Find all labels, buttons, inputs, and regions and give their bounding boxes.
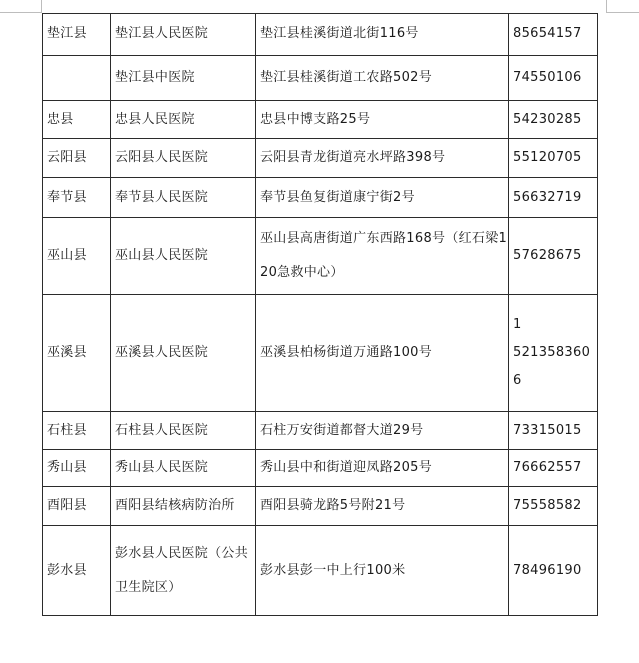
table-row (43, 218, 598, 295)
address-cell: 秀山县中和街道迎凤路205号 (256, 450, 509, 487)
county-cell: 秀山县 (43, 450, 111, 487)
phone-cell: 57628675 (509, 218, 598, 295)
phone-cell: 76662557 (509, 450, 598, 487)
address-cell: 酉阳县骑龙路5号附21号 (256, 487, 509, 526)
phone-cell: 85654157 (509, 14, 598, 56)
hospital-cell: 巫山县人民医院 (111, 218, 256, 295)
hospital-cell: 奉节县人民医院 (111, 178, 256, 218)
address-cell: 忠县中博支路25号 (256, 101, 509, 139)
county-cell: 石柱县 (43, 412, 111, 450)
hospital-cell: 垫江县中医院 (111, 56, 256, 101)
phone-cell: 54230285 (509, 101, 598, 139)
hospital-cell: 彭水县人民医院（公共卫生院区） (111, 526, 256, 616)
address-cell: 巫溪县柏杨街道万通路100号 (256, 295, 509, 412)
county-cell: 云阳县 (43, 139, 111, 178)
county-cell: 巫溪县 (43, 295, 111, 412)
phone-cell-wrapped (509, 295, 598, 412)
table-row (43, 14, 598, 56)
table-row (43, 101, 598, 139)
table-row (43, 450, 598, 487)
table-row (43, 178, 598, 218)
phone-line: 521358360 (513, 345, 591, 360)
address-cell: 垫江县桂溪街道北街116号 (256, 14, 509, 56)
address-cell: 石柱万安街道都督大道29号 (256, 412, 509, 450)
crop-mark-top-right-horizontal (606, 12, 639, 13)
table-row (43, 139, 598, 178)
hospital-cell: 垫江县人民医院 (111, 14, 256, 56)
county-cell: 酉阳县 (43, 487, 111, 526)
crop-mark-top-left-horizontal (0, 12, 42, 13)
table-row (43, 56, 598, 101)
crop-mark-top-right-vertical (606, 0, 607, 13)
phone-cell: 73315015 (509, 412, 598, 450)
phone-line: 6 (513, 373, 522, 388)
hospital-cell: 石柱县人民医院 (111, 412, 256, 450)
table-row (43, 412, 598, 450)
address-cell: 云阳县青龙街道亮水坪路398号 (256, 139, 509, 178)
address-cell: 彭水县彭一中上行100米 (256, 526, 509, 616)
address-cell: 垫江县桂溪街道工农路502号 (256, 56, 509, 101)
phone-line: 1 (513, 317, 522, 332)
county-cell: 垫江县 (43, 14, 111, 56)
county-cell: 忠县 (43, 101, 111, 139)
crop-mark-top-left-vertical (41, 0, 42, 13)
county-cell: 奉节县 (43, 178, 111, 218)
hospital-cell: 忠县人民医院 (111, 101, 256, 139)
hospital-cell: 秀山县人民医院 (111, 450, 256, 487)
hospital-cell: 云阳县人民医院 (111, 139, 256, 178)
table-row (43, 295, 598, 412)
address-cell: 奉节县鱼复街道康宁街2号 (256, 178, 509, 218)
county-cell: 彭水县 (43, 526, 111, 616)
county-cell (43, 56, 111, 101)
county-cell: 巫山县 (43, 218, 111, 295)
hospital-directory-table (42, 13, 598, 616)
hospital-cell: 巫溪县人民医院 (111, 295, 256, 412)
phone-cell: 78496190 (509, 526, 598, 616)
phone-cell: 75558582 (509, 487, 598, 526)
address-cell: 巫山县高唐街道广东西路168号（红石梁120急救中心） (256, 218, 509, 295)
phone-cell: 55120705 (509, 139, 598, 178)
phone-cell: 56632719 (509, 178, 598, 218)
hospital-cell: 酉阳县结核病防治所 (111, 487, 256, 526)
table-row (43, 526, 598, 616)
phone-cell: 74550106 (509, 56, 598, 101)
table-row (43, 487, 598, 526)
